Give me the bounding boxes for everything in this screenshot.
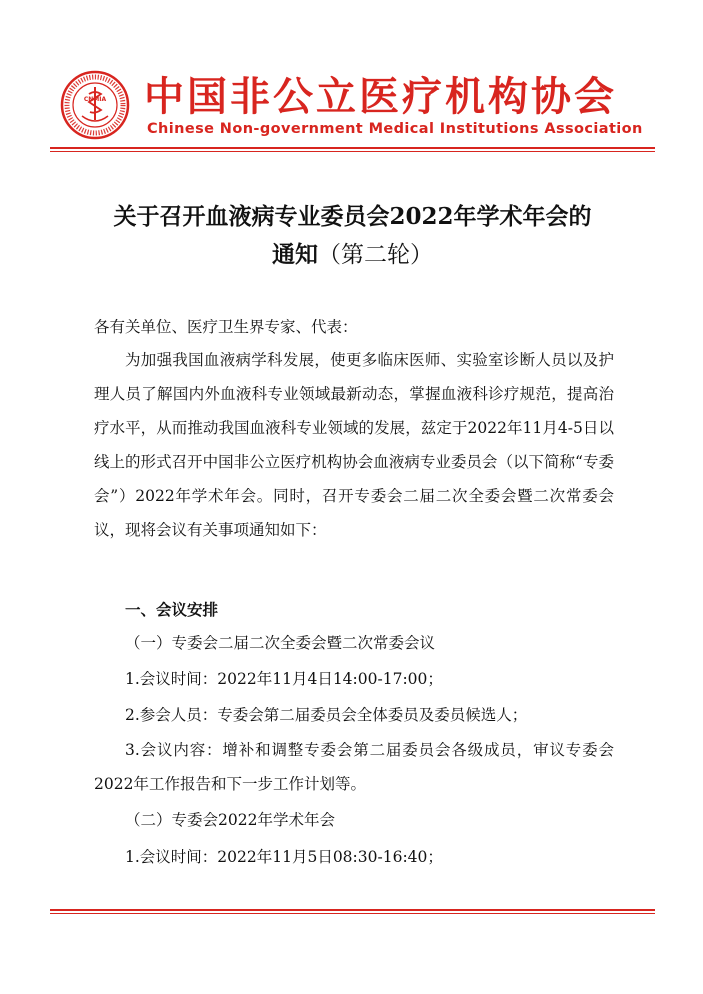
- sub2-item-1: 1.会议时间：2022年11月5日08:30-16:40；: [125, 848, 443, 866]
- footer-rule-thin: [50, 913, 655, 914]
- footer-rule: [50, 909, 655, 911]
- org-name-cn: 中国非公立医疗机构协会: [144, 74, 617, 120]
- document-title: [80, 198, 625, 274]
- title-line-2-main: 通知: [272, 241, 318, 268]
- sub1-item-3: 3.会议内容：增补和调整专委会第二届委员会各级成员，审议专委会2022年工作报告和下一步工作计划等。: [94, 741, 614, 793]
- org-name-en: Chinese Non-government Medical Institutions Association: [147, 121, 643, 137]
- cnmia-logo-icon: [60, 70, 130, 140]
- title-line-2-sub: （第二轮）: [318, 242, 433, 268]
- header-rule-thin: [50, 151, 655, 152]
- intro-paragraph: 为加强我国血液病学科发展，使更多临床医师、实验室诊断人员以及护理人员了解国内外血液科专业领域最新动态，掌握血液科诊疗规范，提高治疗水平，从而推动我国血液科专业领域的发展，兹定于2022年11月4-5日以线上的形式召开中国非公立医疗机构协会血液病专业委员会（以下简称“专委会”）2022年学术年会。同时，召开专委会二届二次全委会暨二次常委会议，现将会议有关事项通知如下：: [94, 351, 614, 539]
- sub1-item-2: 2.参会人员：专委会第二届委员会全体委员及委员候选人；: [125, 706, 528, 724]
- section-1-heading: 一、会议安排: [125, 601, 219, 619]
- title-line-1: 关于召开血液病专业委员会2022年学术年会的: [113, 203, 592, 230]
- subsection-1-heading: （一）专委会二届二次全委会暨二次常委会议: [125, 634, 436, 652]
- sub1-item-1: 1.会议时间：2022年11月4日14:00-17:00；: [125, 670, 443, 688]
- title-line-2: [80, 236, 625, 274]
- subsection-2-heading: （二）专委会2022年学术年会: [125, 811, 335, 829]
- header-rule: [50, 147, 655, 149]
- logo-text: CNMIA: [83, 96, 107, 103]
- salutation: 各有关单位、医疗卫生界专家、代表：: [94, 318, 358, 336]
